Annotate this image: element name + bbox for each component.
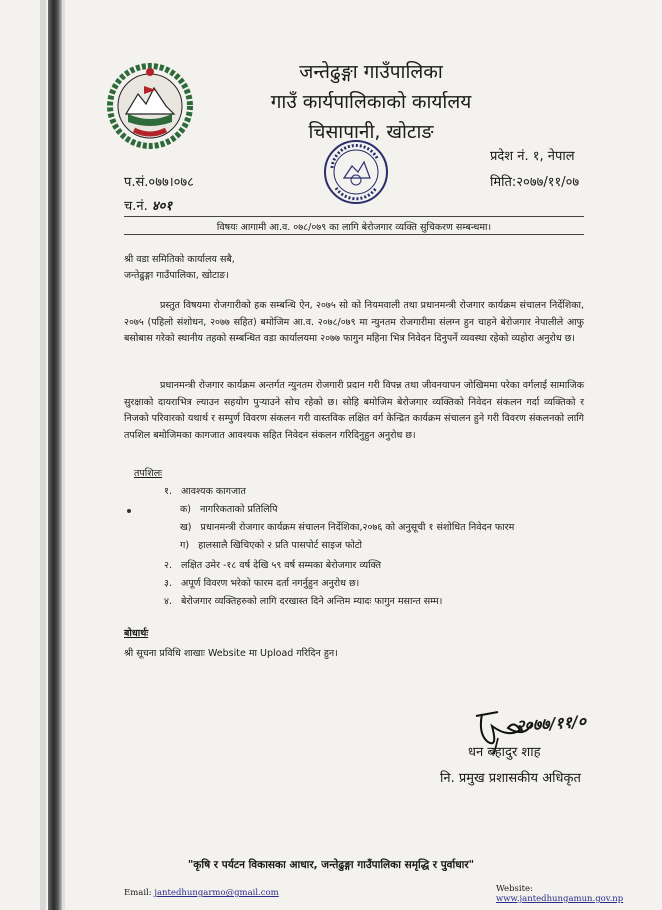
- list-item: [180, 538, 362, 551]
- letter-date: मिति:२०७७/११/०७: [490, 175, 580, 190]
- addressee-line-1: श्री वडा समितिको कार्यालय सबै,: [124, 254, 235, 265]
- signatory-title: नि. प्रमुख प्रशासकीय अधिकृत: [440, 771, 581, 786]
- list-item-number: ग): [180, 540, 190, 551]
- subject-rule-top: [124, 216, 584, 217]
- dispatch-number-label: च.नं.: [124, 199, 148, 214]
- office-name: गाउँ कार्यपालिकाको कार्यालय: [270, 91, 472, 113]
- list-item-text: हालसालै खिचिएको २ प्रति पासपोर्ट साइज फोटो: [198, 540, 363, 551]
- addressee-line-2: जन्तेढुङ्गा गाउँपालिका, खोटाङ।: [124, 270, 229, 281]
- list-item-text: लक्षित उमेर -१८ वर्ष देखि ५९ वर्ष सम्मका बेरोजगार व्यक्ति: [181, 560, 382, 571]
- list-item: [164, 484, 246, 497]
- footer-website: [496, 884, 662, 904]
- reference-number: प.सं.०७७।०७८: [124, 175, 194, 190]
- list-item-text: प्रधानमन्त्री रोजगार कार्यक्रम संचालन निर्देशिका,२०७६ को अनुसूची १ संशोधित निवेदन फारम: [200, 522, 515, 533]
- list-item: [180, 502, 278, 515]
- subject-rule-bottom: [124, 234, 584, 235]
- list-item-number: क): [180, 504, 192, 515]
- municipality-name: जन्तेढुङ्गा गाउँपालिका: [299, 61, 443, 83]
- body-paragraph-1: प्रस्तुत विषयमा रोजगारीको हक सम्बन्धि ऐन, २०७५ सो को नियमवाली तथा प्रधानमन्त्री रोजगार कार्यक्रम संचालन निर्देशिका, २०७५ (पहिलो संशोधन, २०७७ सहित) बमोजिम आ.व. २०७८/०७९ मा न्युनतम रोजगारीमा संलग्न हुन चाहने बेरोजगार नेपालीले आफु बसोबास गरेको स्थानीय तहको सम्बन्धित वडा कार्यालयमा २०७७ फागुन महिना भित्र निवेदन दिनुपर्ने व्यवस्था रहेको व्यहोरा अनुरोध छ।: [124, 300, 584, 344]
- ink-speck-icon: [126, 508, 132, 514]
- footer-slogan: "कृषि र पर्यटन विकासका आधार, जन्तेढुङ्गा गाउँपालिका समृद्धि र पुर्वाधार": [187, 859, 475, 871]
- details-heading: तपशिलः: [134, 468, 163, 479]
- cc-heading: बोधार्थः: [124, 628, 149, 639]
- signature-date: २०७७/११/०: [515, 711, 587, 736]
- list-item-number: १.: [164, 486, 172, 497]
- list-item-number: २.: [164, 560, 172, 571]
- list-item-text: नागरिकताको प्रतिलिपि: [200, 504, 278, 515]
- office-seal-icon: [322, 138, 390, 206]
- body-paragraph-2: प्रधानमन्त्री रोजगार कार्यक्रम अन्तर्गत न्युनतम रोजगारी प्रदान गरी विपन्न तथा जीवनयापन जोखिममा परेका वर्गलाई सामाजिक सुरक्षाको दायराभित्र ल्याउन सहयोग पुऱ्याउने सोच रहेको छ। सोहि बमोजिम बेरोजगार व्यक्तिको निवेदन संकलन गर्दा व्यक्तिको र निजको परिवारको यथार्थ र सम्पुर्ण विवरण संकलन गरी वास्तविक लक्षित वर्ग केन्द्रित कार्यक्रम संचालन हुने गरी विवरण संकलनको लागि तपशिल बमोजिमका कागजात आवश्यक सहित निवेदन संकलन गरिदिनुहुन अनुरोध छ।: [124, 380, 584, 441]
- list-item-number: ख): [180, 522, 192, 533]
- list-item-text: आवश्यक कागजात: [181, 486, 246, 497]
- list-item: [164, 576, 359, 589]
- list-item-number: ४.: [164, 596, 172, 607]
- website-link[interactable]: www.jantedhungamun.gov.np: [496, 894, 624, 904]
- list-item: [164, 558, 381, 571]
- website-label: Website:: [496, 884, 533, 894]
- cc-text: श्री सूचना प्रविधि शाखाः Website मा Upload गरिदिन हुन।: [124, 648, 338, 659]
- email-link[interactable]: jantedhungarmo@gmail.com: [154, 888, 279, 898]
- email-label: Email:: [124, 888, 152, 898]
- list-item-text: बेरोजगार व्यक्तिहरुको लागि दरखास्त दिने अन्तिम म्यादः फागुन मसान्त सम्म।: [181, 596, 443, 607]
- dispatch-number: [124, 196, 172, 214]
- letter-subject: विषयः आगामी आ.व. ०७८/०७९ का लागि बेरोजगार व्यक्ति सुचिकरण सम्बन्धमा।: [216, 222, 492, 233]
- list-item: [164, 594, 442, 607]
- dispatch-number-value: ४०१: [151, 199, 173, 214]
- office-location: चिसापानी, खोटाङ: [308, 121, 434, 143]
- province-label: प्रदेश नं. १, नेपाल: [490, 149, 575, 164]
- signatory-name: धन बहादुर शाह: [468, 745, 541, 760]
- footer-email: [124, 888, 279, 898]
- list-item: [180, 520, 514, 533]
- list-item-text: अपूर्ण विवरण भरेको फारम दर्ता नगर्नुहुन अनुरोध छ।: [181, 578, 360, 589]
- list-item-number: ३.: [164, 578, 172, 589]
